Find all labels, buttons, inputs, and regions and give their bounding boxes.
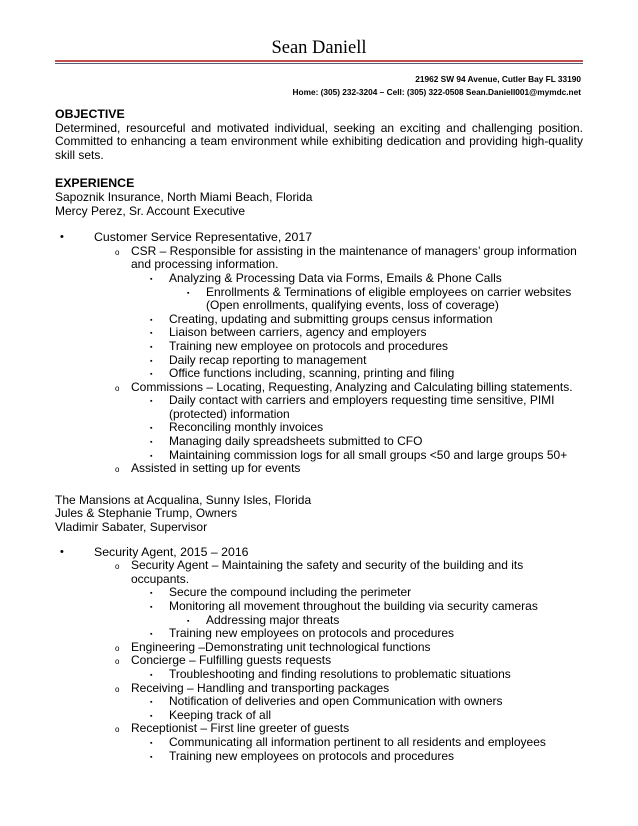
- list-item: [55, 722, 583, 736]
- list-item: [55, 641, 583, 655]
- bullet-square: ▪: [150, 604, 153, 611]
- objective-heading: OBJECTIVE: [55, 107, 125, 121]
- job1-enrollments: Enrollments & Terminations of eligible employees on carrier websites (Open enrollments, qualifying events, loss of coverage): [206, 284, 572, 313]
- bullet-circle: o: [115, 643, 120, 653]
- bullet-square: ▪: [150, 671, 153, 679]
- objective-text: Determined, resourceful and motivated individual, seeking an exciting and challenging position. Committed to enhancing a team environment while exhibiting dedication and providing high-quality skill sets.: [55, 120, 583, 162]
- bullet-circle: o: [115, 725, 120, 735]
- list-item: [55, 421, 583, 435]
- list-item: [55, 272, 583, 286]
- job2-engineering: Engineering –Demonstrating unit technological functions: [131, 639, 431, 654]
- bullet-square: ▪: [150, 275, 153, 283]
- list-item: [55, 627, 583, 641]
- list-item: [55, 245, 583, 272]
- job2-secure: Secure the compound including the perimeter: [169, 585, 412, 600]
- bullet-square: ▪: [150, 712, 153, 720]
- job1-events: Assisted in setting up for events: [131, 461, 301, 476]
- job1-daily-contact: Daily contact with carriers and employers requesting time sensitive, PIMI (protected) information: [169, 393, 555, 421]
- job1-managing: Managing daily spreadsheets submitted to CFO: [169, 434, 423, 449]
- list-item: [55, 600, 583, 614]
- contact-phones-email: Home: (305) 232-3204 – Cell: (305) 322-0508 Sean.Daniell001@mymdc.net: [292, 87, 581, 97]
- list-item: [55, 231, 583, 245]
- job2-training2: Training new employees on protocols and procedures: [169, 748, 455, 763]
- header-rule-red: [55, 60, 583, 62]
- list-item: [55, 449, 583, 463]
- bullet-square: ▪: [150, 371, 153, 379]
- list-item: [55, 736, 583, 750]
- bullet-square: ▪: [150, 452, 153, 460]
- bullet-square: ▪: [150, 590, 153, 598]
- bullet-square: ▪: [150, 739, 153, 747]
- job2-receiving: Receiving – Handling and transporting packages: [131, 680, 390, 695]
- job1-creating: Creating, updating and submitting groups census information: [169, 311, 493, 326]
- job1-training: Training new employee on protocols and procedures: [169, 338, 449, 353]
- job1-csr: CSR – Responsible for assisting in the maintenance of managers’ group information and processing information.: [131, 243, 577, 272]
- list-item: [55, 394, 583, 421]
- bullet-square: ▪: [150, 439, 153, 447]
- list-item: [55, 750, 583, 764]
- bullet-circle: o: [115, 383, 120, 393]
- list-item: [55, 340, 583, 354]
- list-item: [55, 695, 583, 709]
- bullet-square: ▪: [150, 631, 153, 639]
- list-item: [55, 709, 583, 723]
- job2-owners: Jules & Stephanie Trump, Owners: [55, 506, 238, 521]
- job1-supervisor: Mercy Perez, Sr. Account Executive: [55, 203, 246, 218]
- job1-office: Office functions including, scanning, printing and filing: [169, 366, 455, 381]
- resume-name: Sean Daniell: [271, 38, 367, 58]
- job2-training: Training new employees on protocols and procedures: [169, 626, 455, 641]
- list-item: [55, 682, 583, 696]
- job1-recap: Daily recap reporting to management: [169, 352, 367, 367]
- bullet-dot: •: [60, 545, 64, 558]
- job1-commissions: Commissions – Locating, Requesting, Analyzing and Calculating billing statements.: [131, 379, 573, 394]
- list-item: [55, 462, 583, 476]
- bullet-square: ▪: [150, 330, 153, 338]
- list-item: [55, 559, 583, 586]
- list-item: [55, 381, 583, 395]
- bullet-square: ▪: [150, 357, 153, 365]
- list-item: [55, 313, 583, 327]
- bullet-square: ▪: [187, 617, 190, 625]
- job2-threats: Addressing major threats: [206, 612, 340, 627]
- bullet-square: ▪: [150, 425, 153, 433]
- bullet-square: ▪: [150, 753, 153, 761]
- bullet-square: ▪: [150, 398, 153, 406]
- list-item: [55, 354, 583, 368]
- list-item: [55, 614, 583, 628]
- job2-receptionist: Receptionist – First line greeter of guests: [131, 721, 350, 736]
- bullet-square: ▪: [150, 699, 153, 707]
- bullet-circle: o: [115, 465, 120, 475]
- experience-heading: EXPERIENCE: [55, 176, 135, 191]
- job1-employer: Sapoznik Insurance, North Miami Beach, Florida: [55, 189, 313, 204]
- list-item: [55, 286, 583, 313]
- job1-analyzing: Analyzing & Processing Data via Forms, Emails & Phone Calls: [169, 270, 502, 285]
- job2-keeping: Keeping track of all: [169, 707, 272, 722]
- job2-employer: The Mansions at Acqualina, Sunny Isles, Florida: [55, 492, 312, 507]
- header-rule-blue: [55, 63, 583, 64]
- job2-security: Security Agent – Maintaining the safety and security of the building and its occupants.: [131, 558, 524, 586]
- bullet-square: ▪: [150, 343, 153, 351]
- job2-monitoring: Monitoring all movement throughout the building via security cameras: [169, 599, 538, 613]
- job2-notification: Notification of deliveries and open Communication with owners: [169, 694, 503, 709]
- job2-supervisor: Vladimir Sabater, Supervisor: [55, 520, 208, 535]
- job1-liaison: Liaison between carriers, agency and employers: [169, 325, 427, 340]
- list-item: [55, 668, 583, 682]
- job1-maintaining: Maintaining commission logs for all small groups <50 and large groups 50+: [169, 447, 568, 462]
- list-item: [55, 435, 583, 449]
- job2-role: Security Agent, 2015 – 2016: [94, 544, 249, 559]
- job2-communicating: Communicating all information pertinent to all residents and employees: [169, 734, 546, 749]
- bullet-square: ▪: [187, 289, 190, 297]
- bullet-dot: •: [60, 231, 64, 244]
- list-item: [55, 367, 583, 381]
- list-item: [55, 586, 583, 600]
- contact-address: 21962 SW 94 Avenue, Cutler Bay FL 33190: [415, 74, 581, 84]
- bullet-circle: o: [115, 562, 120, 572]
- job1-role: Customer Service Representative, 2017: [94, 230, 313, 245]
- list-item: [55, 546, 583, 560]
- bullet-circle: o: [115, 657, 120, 667]
- bullet-circle: o: [115, 247, 120, 257]
- list-item: [55, 326, 583, 340]
- resume-body: [55, 108, 583, 763]
- bullet-square: ▪: [150, 316, 153, 324]
- job2-troubleshooting: Troubleshooting and finding resolutions to problematic situations: [169, 666, 511, 681]
- bullet-circle: o: [115, 684, 120, 694]
- job1-reconciling: Reconciling monthly invoices: [169, 420, 324, 435]
- job2-concierge: Concierge – Fulfilling guests requests: [131, 653, 332, 668]
- list-item: [55, 654, 583, 668]
